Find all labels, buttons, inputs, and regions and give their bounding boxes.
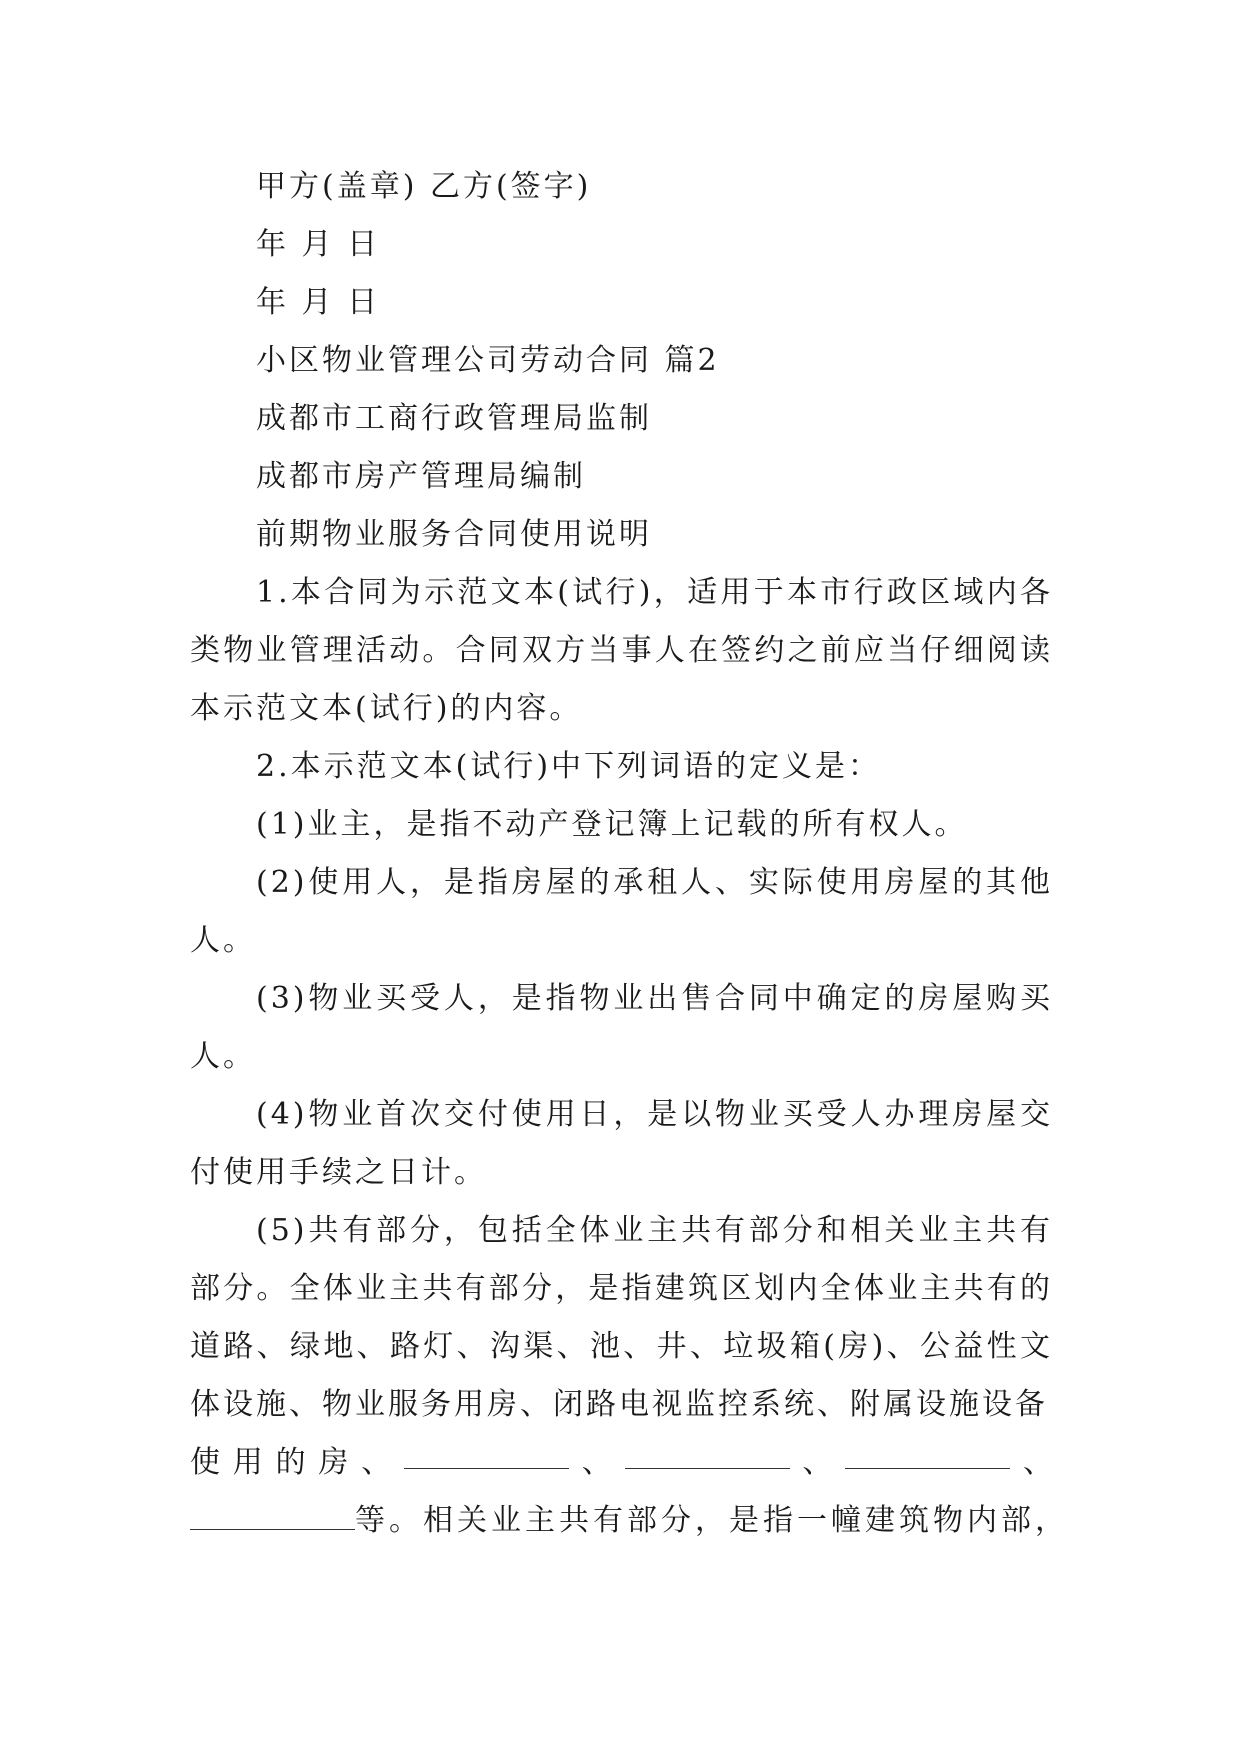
fill-in-blank xyxy=(404,1434,569,1469)
list-word: 房 xyxy=(318,1445,349,1480)
paragraph-definition-1: (1)业主，是指不动产登记簿上记载的所有权人。 xyxy=(256,807,968,842)
list-word: 使 xyxy=(190,1445,220,1480)
paragraph-definition-2: (2)使用人，是指房屋的承租人、实际使用房屋的其他人。 xyxy=(190,865,1053,958)
compiler-line: 成都市房产管理局编制 xyxy=(256,459,586,494)
continuation-line xyxy=(190,1492,1069,1550)
supervisor-line: 成都市工商行政管理局监制 xyxy=(256,401,652,436)
paragraph-definition-4: (4)物业首次交付使用日，是以物业买受人办理房屋交付使用手续之日计。 xyxy=(190,1097,1053,1190)
list-word: 的 xyxy=(275,1445,306,1480)
paragraph-1: 1.本合同为示范文本(试行)，适用于本市行政区域内各类物业管理活动。合同双方当事人在签约之前应当仔细阅读本示范文本(试行)的内容。 xyxy=(190,575,1053,726)
fill-in-blank xyxy=(845,1434,1010,1469)
continuation-text: 等。相关业主共有部分，是指一幢建筑物内部， xyxy=(355,1503,1069,1538)
usage-title: 前期物业服务合同使用说明 xyxy=(256,517,652,552)
list-word: 用 xyxy=(232,1445,263,1480)
date-line-1: 年 月 日 xyxy=(256,227,381,262)
paragraph-2: 2.本示范文本(试行)中下列词语的定义是： xyxy=(256,749,882,784)
fill-in-blank xyxy=(190,1495,355,1530)
fill-in-blank xyxy=(625,1434,790,1469)
list-separator: 、 xyxy=(361,1445,392,1480)
document-page xyxy=(190,158,1069,1550)
list-separator: 、 xyxy=(581,1445,612,1480)
signature-line: 甲方(盖章) 乙方(签字) xyxy=(256,169,592,204)
paragraph-definition-5: (5)共有部分，包括全体业主共有部分和相关业主共有部分。全体业主共有部分，是指建筑区划内全体业主共有的道路、绿地、路灯、沟渠、池、井、垃圾箱(房)、公益性文体设施、物业服务用房、闭路电视监控系统、附属设施设备 xyxy=(190,1213,1053,1422)
list-separator: 、 xyxy=(1022,1445,1053,1480)
paragraph-definition-3: (3)物业买受人，是指物业出售合同中确定的房屋购买人。 xyxy=(190,981,1053,1074)
blank-list-line xyxy=(190,1434,1053,1492)
section-title: 小区物业管理公司劳动合同 篇2 xyxy=(256,343,720,378)
date-line-2: 年 月 日 xyxy=(256,285,381,320)
list-separator: 、 xyxy=(802,1445,833,1480)
